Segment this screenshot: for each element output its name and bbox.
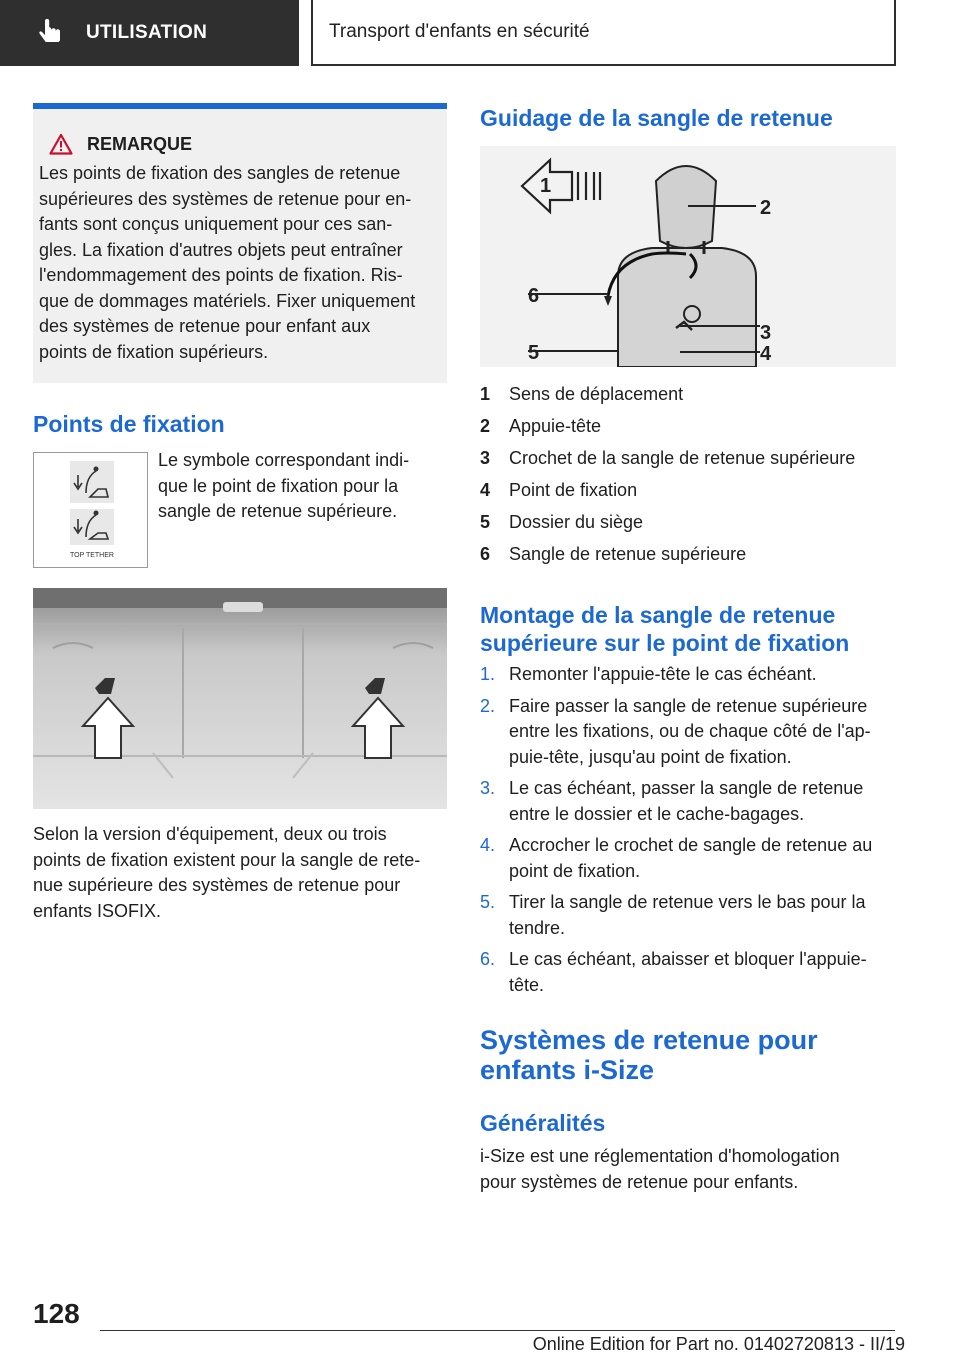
text-line: que le point de fixation pour la: [158, 475, 399, 496]
note-heading: [39, 133, 437, 155]
top-tether-symbol: [33, 452, 148, 568]
callout-label: 5: [528, 342, 540, 364]
legend-item: 1 Sens de déplacement: [480, 384, 684, 404]
step-item: 4. Accrocher le crochet de sangle de retenue au point de fixation.: [480, 835, 873, 881]
callout-label: 3: [760, 322, 772, 344]
heading-line: supérieure sur le point de fixation: [480, 630, 850, 656]
headrest-diagram: [480, 146, 896, 367]
footer-divider: [100, 1330, 895, 1331]
callout-label: 6: [528, 285, 540, 307]
heading-line: enfants i-Size: [480, 1055, 655, 1085]
isize-heading: [480, 1025, 818, 1085]
step-item: 5. Tirer la sangle de retenue vers le bas pour la tendre.: [480, 892, 866, 938]
symbol-caption: TOP TETHER: [70, 552, 114, 559]
note-line: supérieures des systèmes de retenue pour en‐: [39, 188, 412, 209]
step-item: 2. Faire passer la sangle de retenue supérieure entre les fixations, ou de chaque côté de l'ap‐ puie-tête, jusqu'au point de fixation.: [480, 695, 871, 767]
warning-triangle-icon: [49, 133, 73, 155]
montage-steps: [480, 662, 900, 1004]
text-line: pour systèmes de retenue pour enfants.: [480, 1171, 799, 1192]
hand-pointer-icon: [36, 19, 64, 47]
step-item: 6. Le cas échéant, abaisser et bloquer l'appuie- tête.: [480, 949, 867, 995]
direction-arrow-icon: [522, 160, 600, 212]
text-line: Selon la version d'équipement, deux ou trois: [33, 824, 387, 844]
text-line: nue supérieure des systèmes de retenue pour: [33, 875, 401, 895]
child-seat-anchor-icon: [34, 453, 147, 567]
legend-item: 2 Appuie-tête: [480, 416, 602, 436]
note-line: que de dommages matériels. Fixer uniquement: [39, 290, 416, 311]
page-number: 128: [33, 1298, 80, 1329]
callout-label: 4: [760, 343, 772, 365]
text-line: i-Size est une réglementation d'homologation: [480, 1146, 840, 1166]
trunk-anchor-photo: [33, 588, 447, 809]
heading-line: Systèmes de retenue pour: [480, 1025, 818, 1055]
points-heading: Points de fixation: [33, 411, 225, 437]
chapter-title: Transport d'enfants en sécurité: [329, 21, 590, 42]
note-line: des systèmes de retenue pour enfant aux: [39, 316, 371, 336]
note-line: Les points de fixation des sangles de retenue: [39, 163, 401, 183]
heading-line: Montage de la sangle de retenue: [480, 602, 836, 628]
callout-label: 2: [760, 197, 772, 219]
edition-info: Online Edition for Part no. 01402720813 - II/19: [532, 1334, 905, 1354]
legend-item: 4 Point de fixation: [480, 480, 638, 500]
isize-text: [480, 1144, 900, 1195]
section-title: UTILISATION: [86, 22, 208, 43]
warning-note: [33, 103, 447, 383]
text-line: enfants ISOFIX.: [33, 900, 162, 921]
legend-item: 3 Crochet de la sangle de retenue supérieure: [480, 448, 856, 468]
generalites-heading: Généralités: [480, 1110, 606, 1136]
callout-label: 1: [540, 175, 552, 197]
note-title: REMARQUE: [87, 133, 193, 154]
legend-item: 6 Sangle de retenue supérieure: [480, 544, 747, 564]
guidage-heading: Guidage de la sangle de retenue: [480, 105, 833, 131]
text-line: sangle de retenue supérieure.: [158, 501, 398, 521]
note-line: gles. La fixation d'autres objets peut entraîner: [39, 239, 403, 260]
montage-heading: [480, 601, 849, 657]
diagram-legend: [480, 378, 896, 570]
symbol-description: [158, 448, 448, 525]
legend-item: 5 Dossier du siège: [480, 512, 644, 532]
text-line: Le symbole correspondant indi‐: [158, 450, 410, 470]
section-tab: [0, 0, 299, 66]
variant-description: [33, 822, 453, 924]
step-item: 3. Le cas échéant, passer la sangle de retenue entre le dossier et le cache-bagages.: [480, 778, 864, 824]
chapter-tab: [311, 0, 896, 66]
note-line: points de fixation supérieurs.: [39, 341, 269, 362]
step-item: 1. Remonter l'appuie-tête le cas échéant.: [480, 664, 817, 684]
note-text: [39, 161, 437, 365]
note-line: l'endommagement des points de fixation. Ris‐: [39, 265, 403, 285]
note-line: fants sont conçus uniquement pour ces san‐: [39, 214, 393, 234]
text-line: points de fixation existent pour la sangle de rete‐: [33, 849, 421, 870]
